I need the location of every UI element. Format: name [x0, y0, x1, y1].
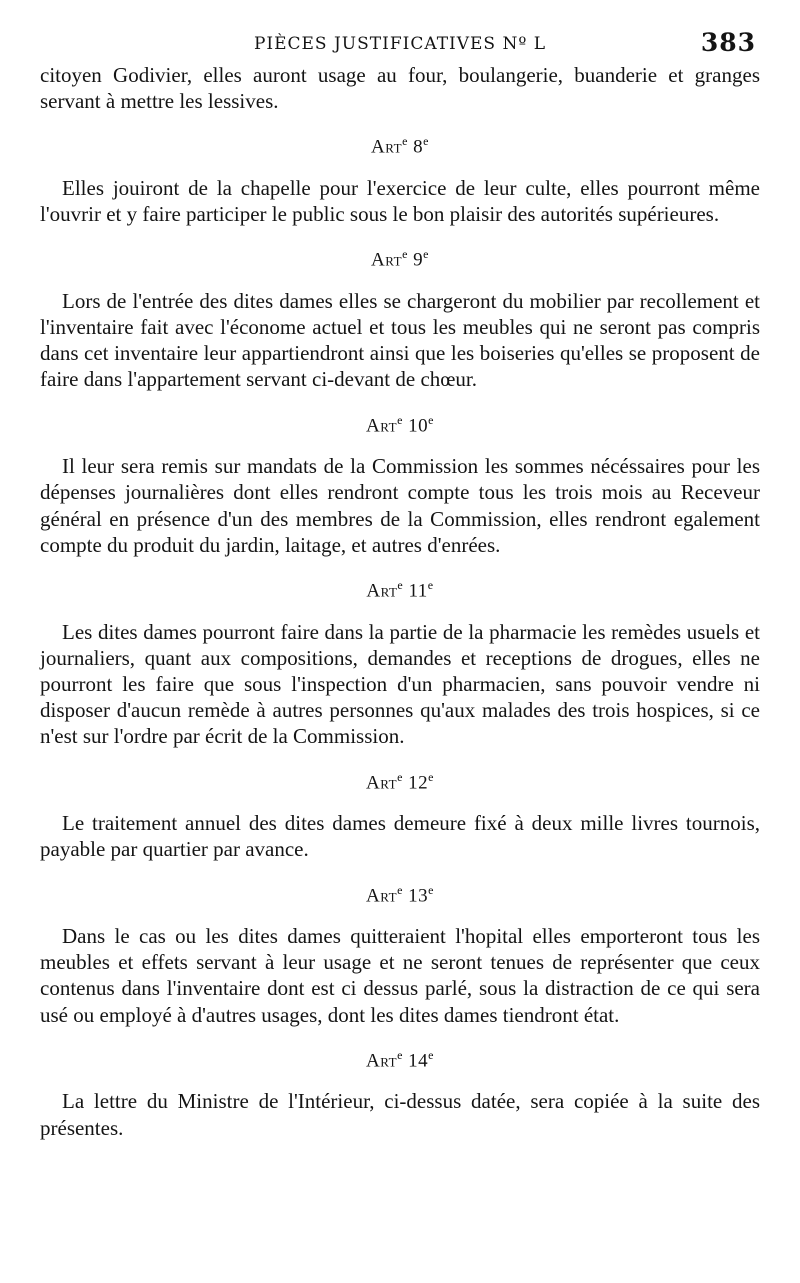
article-heading: Art$^e$ 14e: [366, 1047, 434, 1072]
running-header: [40, 24, 760, 62]
article-heading: Art$^e$ 9e: [371, 247, 429, 271]
article-heading: Art$^e$ 11e: [366, 578, 434, 602]
document-body: [40, 62, 760, 1141]
article-13: [40, 877, 760, 1028]
article-9: [40, 241, 760, 392]
article-text: La lettre du Ministre de l'Intérieur, ci-dessus datée, sera copiée à la suite des présentes.: [40, 1089, 760, 1140]
article-10: [40, 407, 760, 558]
article-8: [40, 128, 760, 227]
article-11: [40, 572, 760, 750]
running-title: PIÈCES JUSTIFICATIVES Nº L: [253, 34, 547, 54]
opening-paragraph: citoyen Godivier, elles auront usage au four, boulangerie, buanderie et granges servant à mettre les lessives.: [40, 63, 760, 114]
article-text: Elles jouiront de la chapelle pour l'exercice de leur culte, elles pourront même l'ouvrir et y faire participer le public sous le bon plaisir des autorités supérieures.: [40, 175, 760, 227]
article-12: [40, 764, 760, 863]
article-text: Les dites dames pourront faire dans la partie de la pharmacie les remèdes usuels et journaliers, quant aux compositions, demandes et receptions de drogues, elles ne pourront les faire que sous l'inspection d'un pharmacien, sans pouvoir vendre ni disposer d'aucun remède à autres personnes qu'aux malades des trois hospices, si ce n'est sur l'ordre par écrit de la Commission.: [40, 619, 760, 749]
article-heading: Art$^e$ 8e: [371, 134, 429, 158]
article-text: Il leur sera remis sur mandats de la Commission les sommes nécéssaires pour les dépenses journalières dont elles rendront compte tous les trois mois au Receveur général en présence d'un des membres de la Commission, elles rendront egalement compte du produit du jardin, laitage, et autres d'enrées.: [40, 454, 760, 557]
article-14: [40, 1042, 760, 1141]
article-heading: Art$^e$ 10e: [366, 412, 434, 437]
article-text: Lors de l'entrée des dites dames elles se chargeront du mobilier par recollement et l'inventaire fait avec l'économe actuel et tous les meubles qui ne seront pas compris dans cet inventaire leur appartiendront ainsi que les boiseries qu'elles se proposent de faire dans l'appartement servant ci-devant de chœur.: [40, 288, 760, 392]
article-text: Dans le cas ou les dites dames quitteraient l'hopital elles emporteront tous les meubles et effets servant à leur usage et ne seront tenues de représenter que ceux contenus dans l'inventaire dont est ci dessus parlé, sous la distraction de ce qui sera usé ou employé à d'autres usages, dont les dites dames tiendront état.: [40, 924, 760, 1027]
page-number: 383: [700, 28, 756, 57]
article-heading: Art$^e$ 12e: [366, 769, 434, 793]
article-heading: Art$^e$ 13e: [366, 882, 434, 906]
article-text: Le traitement annuel des dites dames demeure fixé à deux mille livres tournois, payable par quartier par avance.: [40, 811, 760, 862]
